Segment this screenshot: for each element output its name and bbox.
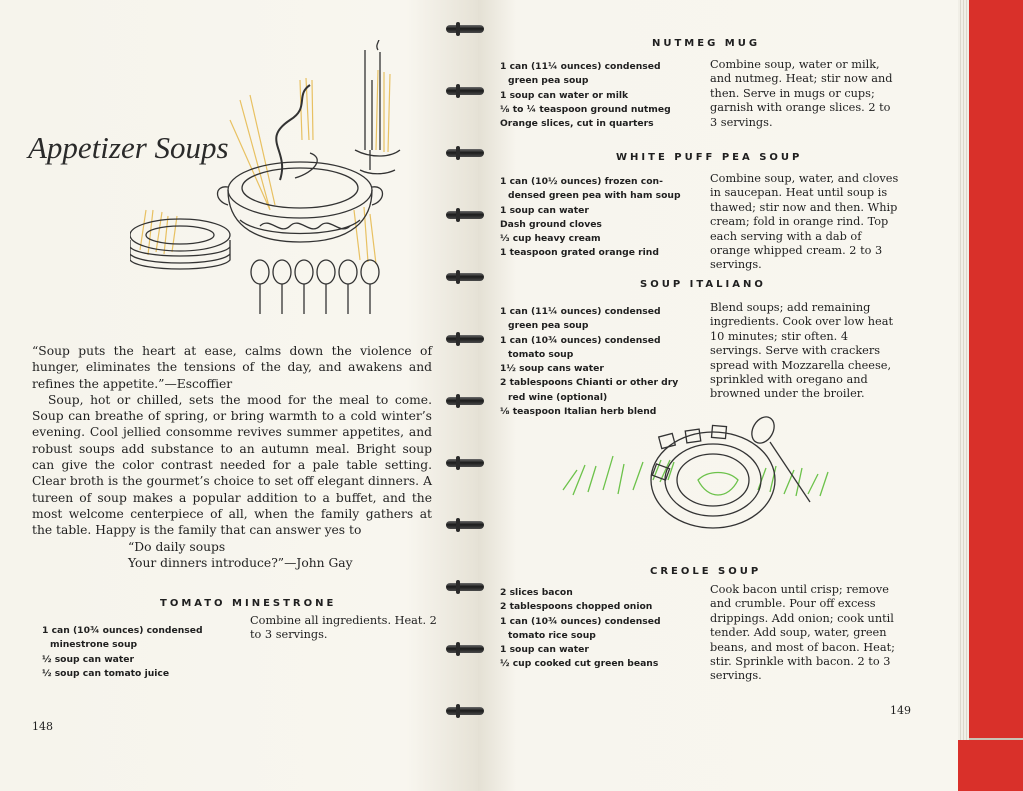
spiral-coil — [446, 332, 484, 346]
spiral-coil — [446, 456, 484, 470]
spiral-coil — [446, 270, 484, 284]
ingredient-line: ⅓ cup heavy cream — [500, 233, 601, 245]
ingredient-line: 1 soup can water — [500, 644, 589, 656]
ingredients-soup-italiano — [500, 305, 720, 419]
recipe-title-nutmeg-mug: NUTMEG MUG — [652, 38, 761, 49]
ingredient-line: 1 can (10¾ ounces) condensed — [500, 334, 661, 346]
ingredient-line: 2 tablespoons Chianti or other dry — [500, 377, 679, 389]
ingredient-line: 1 can (11¼ ounces) condensed — [500, 306, 661, 317]
intro-text — [32, 343, 432, 571]
recipe-title-tomato-minestrone: TOMATO MINESTRONE — [160, 598, 337, 609]
ingredient-line: 2 slices bacon — [500, 587, 573, 598]
ingredient-line: ½ soup can tomato juice — [42, 667, 170, 679]
ingredient-line: 2 tablespoons chopped onion — [500, 601, 653, 613]
directions-white-puff: Combine soup, water, and cloves in saucepan. Heat until soup is thawed; stir now and then. Whip cream; fold in orange rind. Top each serving with a dab of orange whipped cream. 2 to 3 servings. — [710, 172, 899, 272]
ingredient-cont: tomato rice soup — [508, 629, 596, 641]
ingredients-nutmeg-mug — [500, 60, 710, 131]
ingredient-line: 1 teaspoon grated orange rind — [500, 247, 659, 259]
spiral-coil — [446, 580, 484, 594]
ingredient-line: 1 can (11¼ ounces) condensed — [500, 61, 661, 72]
directions-soup-italiano: Blend soups; add remaining ingredients. Cook over low heat 10 minutes; stir often. 4 servings. Serve with crackers spread with Mozzarella cheese, sprinkled with oregano and browned under the broiler. — [710, 301, 893, 401]
ingredient-cont: green pea soup — [508, 320, 589, 332]
ingredient-cont: minestrone soup — [50, 639, 138, 651]
page-number-left: 148 — [32, 720, 53, 733]
page-title: Appetizer Soups — [28, 130, 229, 165]
directions-nutmeg-mug: Combine soup, water or milk, and nutmeg. Heat; stir now and then. Serve in mugs or cups; garnish with orange slices. 2 to 3 servings. — [710, 58, 893, 129]
spiral-coil — [446, 146, 484, 160]
recipe-title-creole-soup: CREOLE SOUP — [650, 566, 762, 577]
ingredient-cont: densed green pea with ham soup — [508, 190, 681, 202]
ingredients-white-puff — [500, 175, 720, 261]
directions-tomato-minestrone: Combine all ingredients. Heat. 2 to 3 servings. — [250, 614, 437, 642]
ingredient-line: ⅛ teaspoon Italian herb blend — [500, 406, 657, 418]
ingredient-cont: tomato soup — [508, 348, 574, 360]
red-cover — [965, 0, 1023, 791]
ingredient-line: Orange slices, cut in quarters — [500, 118, 654, 130]
gay-verse-line2: Your dinners introduce?”—John Gay — [128, 555, 353, 570]
ingredients-creole-soup — [500, 586, 720, 672]
ingredient-line: ⅛ to ¼ teaspoon ground nutmeg — [500, 103, 671, 115]
page-number-right: 149 — [890, 704, 911, 717]
ingredient-line: 1 soup can water or milk — [500, 89, 629, 101]
ingredient-cont: red wine (optional) — [508, 391, 608, 403]
ingredient-line: 1 can (10¾ ounces) condensed — [500, 615, 661, 627]
ingredient-cont: green pea soup — [508, 75, 589, 87]
ingredient-line: Dash ground cloves — [500, 218, 602, 230]
spiral-coil — [446, 394, 484, 408]
ingredient-line: ½ cup cooked cut green beans — [500, 658, 659, 670]
left-page — [0, 0, 478, 791]
recipe-title-soup-italiano: SOUP ITALIANO — [640, 279, 766, 290]
ingredient-line: 1 soup can water — [500, 204, 589, 216]
spiral-coil — [446, 22, 484, 36]
spiral-coil — [446, 704, 484, 718]
right-page — [478, 0, 958, 791]
soup-table-illustration — [130, 40, 410, 320]
soup-bowl-illustration — [558, 410, 858, 550]
ingredient-line: 1 can (10½ ounces) frozen con- — [500, 176, 663, 187]
ingredient-line: ½ soup can water — [42, 653, 135, 665]
directions-creole-soup: Cook bacon until crisp; remove and crumble. Pour off excess drippings. Add onion; cook until tender. Add soup, water, green beans, and most of bacon. Heat; stir. Sprinkle with bacon. 2 to 3 servings. — [710, 583, 895, 683]
spiral-coil — [446, 518, 484, 532]
ingredients-tomato-minestrone — [42, 624, 242, 681]
spiral-coil — [446, 642, 484, 656]
ingredient-line: 1½ soup cans water — [500, 363, 604, 375]
spiral-coil — [446, 84, 484, 98]
recipe-title-white-puff: WHITE PUFF PEA SOUP — [616, 152, 803, 163]
gay-verse-line1: “Do daily soups — [128, 539, 226, 554]
intro-paragraph: Soup, hot or chilled, sets the mood for the meal to come. Soup can breathe of spring, or bring warmth to a cold winter’s evening. Cool jellied consomme revives summer appetites, and robust soups add substance to an autumn meal. Bright soup can give the color contrast needed for a pale table setting. Clear broth is the gourmet’s choice to set off elegant dinners. A tureen of soup makes a popular addition to a buffet, and the most welcome centerpiece of all, when the family gathers at the table. Happy is the family that can answer yes to — [32, 392, 432, 538]
ingredient-line: 1 can (10¾ ounces) condensed — [42, 625, 203, 636]
escoffier-quote: “Soup puts the heart at ease, calms down the violence of hunger, eliminates the tensions of the day, and awakens and refines the appetite.”—Escoffier — [32, 344, 432, 391]
spiral-coil — [446, 208, 484, 222]
